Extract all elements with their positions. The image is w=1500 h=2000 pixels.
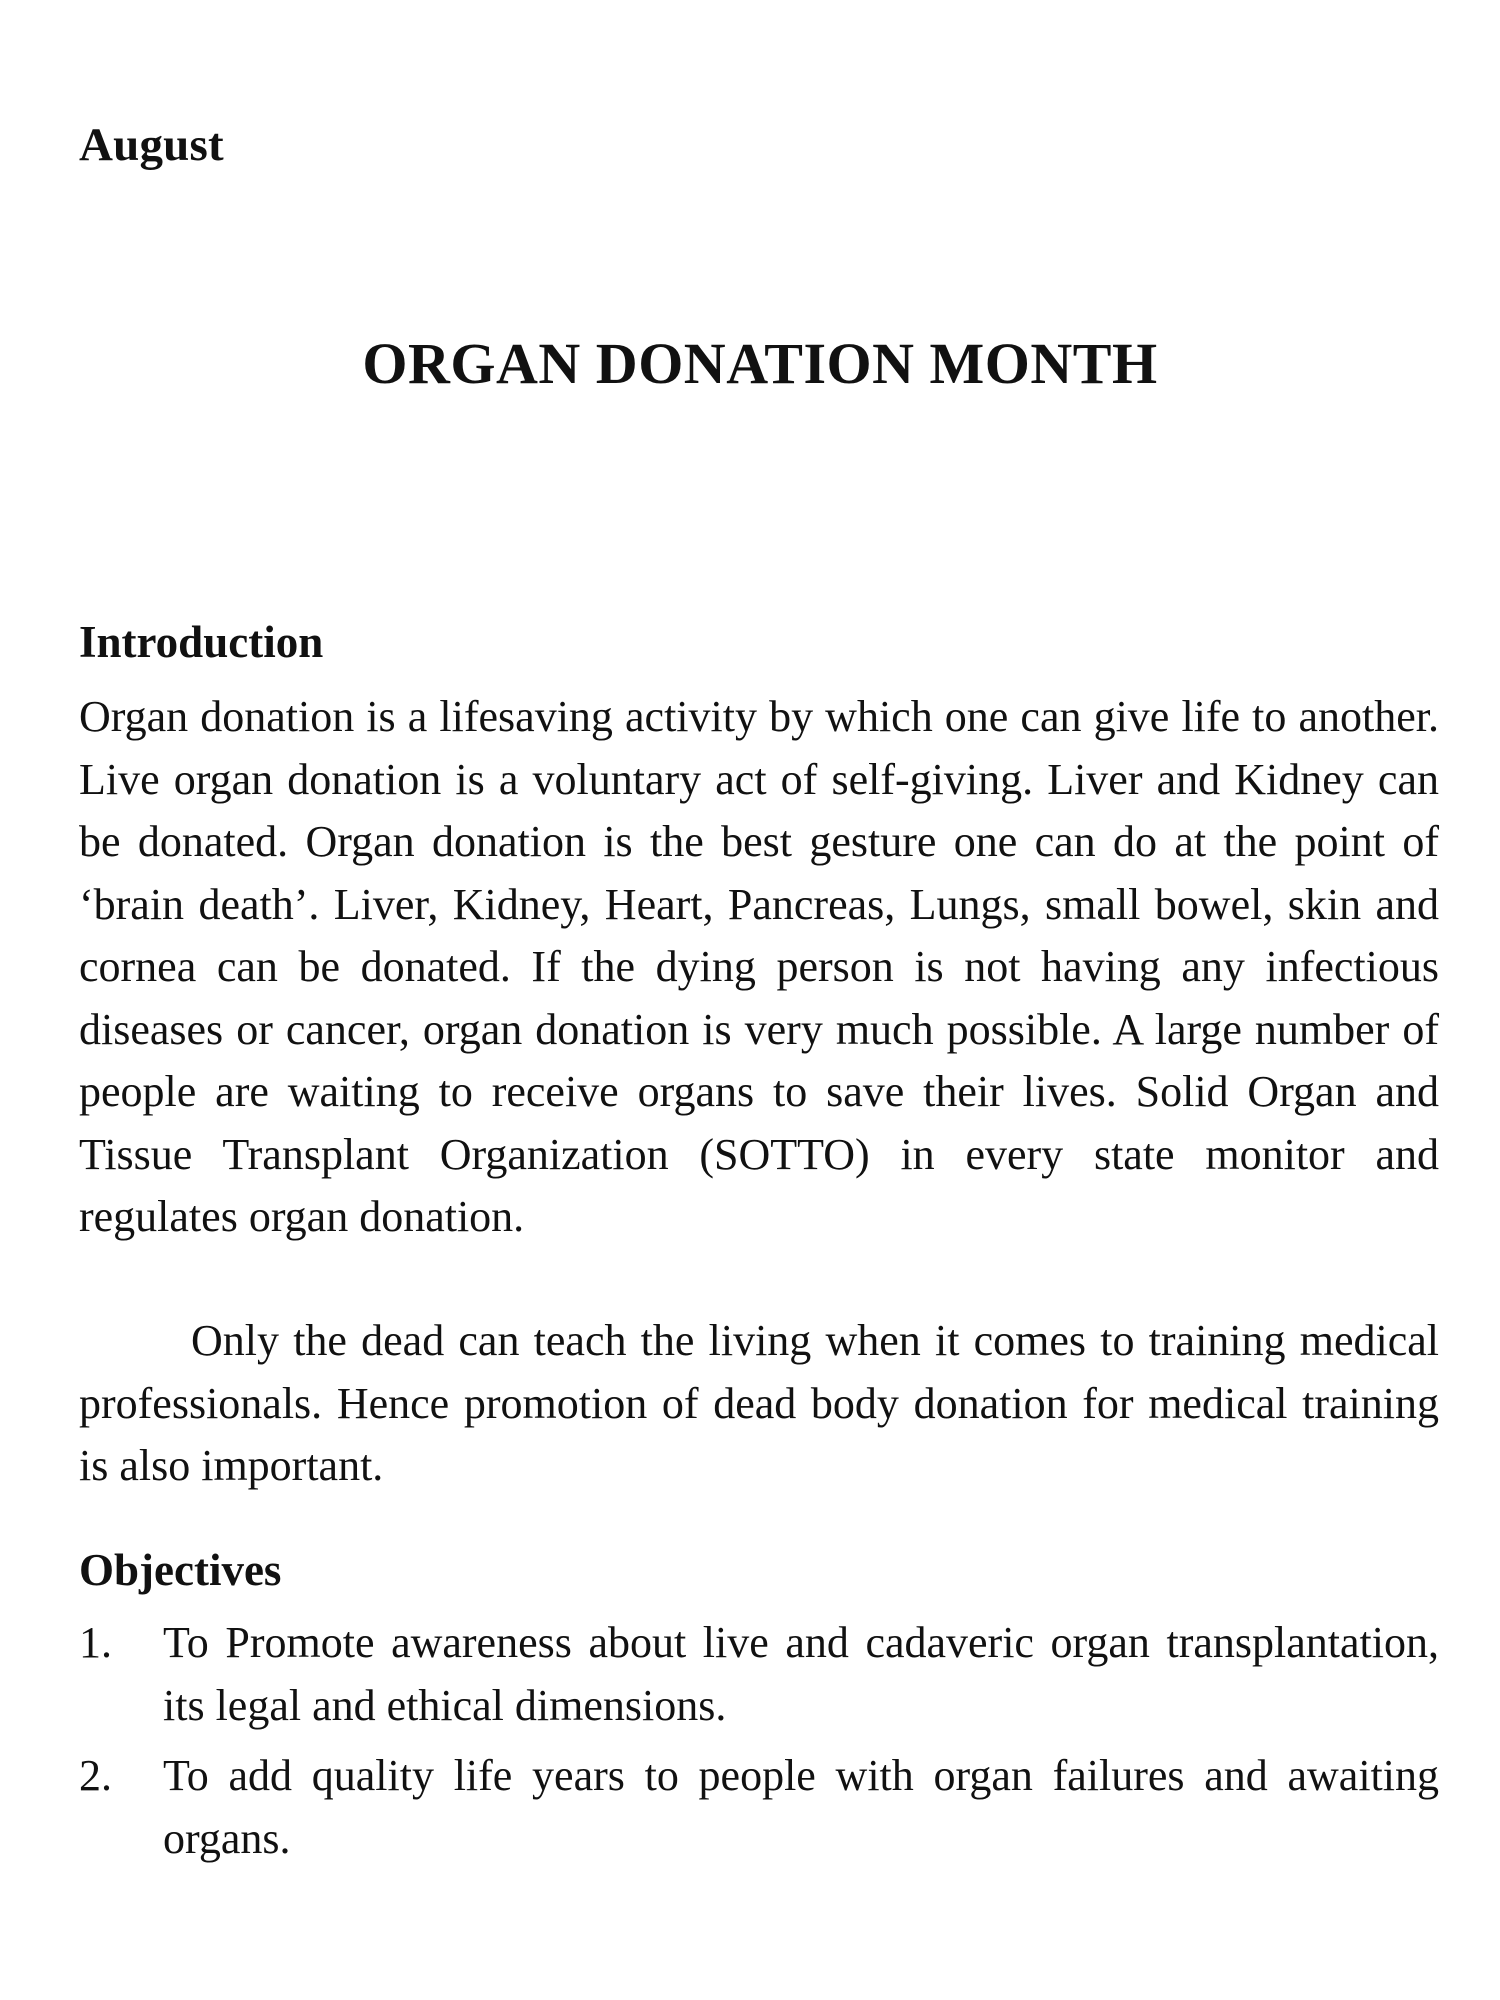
objectives-list <box>79 1612 1439 1878</box>
introduction-paragraph-2: Only the dead can teach the living when it comes to training medical professionals. Hence promotion of dead body donation for medical training is also important. <box>79 1316 1439 1490</box>
objective-item <box>79 1745 1439 1870</box>
introduction-paragraph-1: Organ donation is a lifesaving activity by which one can give life to another. Live organ donation is a voluntary act of self-giving. Liver and Kidney can be donated. Organ donation is the best gesture one can do at the point of ‘brain death’. Liver, Kidney, Heart, Pancreas, Lungs, small bowel, skin and cornea can be donated. If the dying person is not having any infectious diseases or cancer, organ donation is very much possible. A large number of people are waiting to receive organs to save their lives. Solid Organ and Tissue Transplant Organization (SOTTO) in every state monitor and regulates organ donation. <box>79 692 1439 1241</box>
introduction-heading: Introduction <box>79 617 324 667</box>
running-head: August <box>79 119 224 171</box>
page-title-text: ORGAN DONATION MONTH <box>362 331 1158 396</box>
objectives-heading: Objectives <box>79 1545 282 1595</box>
objective-number: 2. <box>79 1751 112 1800</box>
objective-text: To Promote awareness about live and cadaveric organ transplantation, its legal and ethical dimensions. <box>163 1618 1439 1730</box>
objective-item <box>79 1612 1439 1737</box>
objective-text: To add quality life years to people with organ failures and awaiting organs. <box>163 1751 1439 1863</box>
objective-number: 1. <box>79 1618 112 1667</box>
page-title <box>0 331 1500 396</box>
